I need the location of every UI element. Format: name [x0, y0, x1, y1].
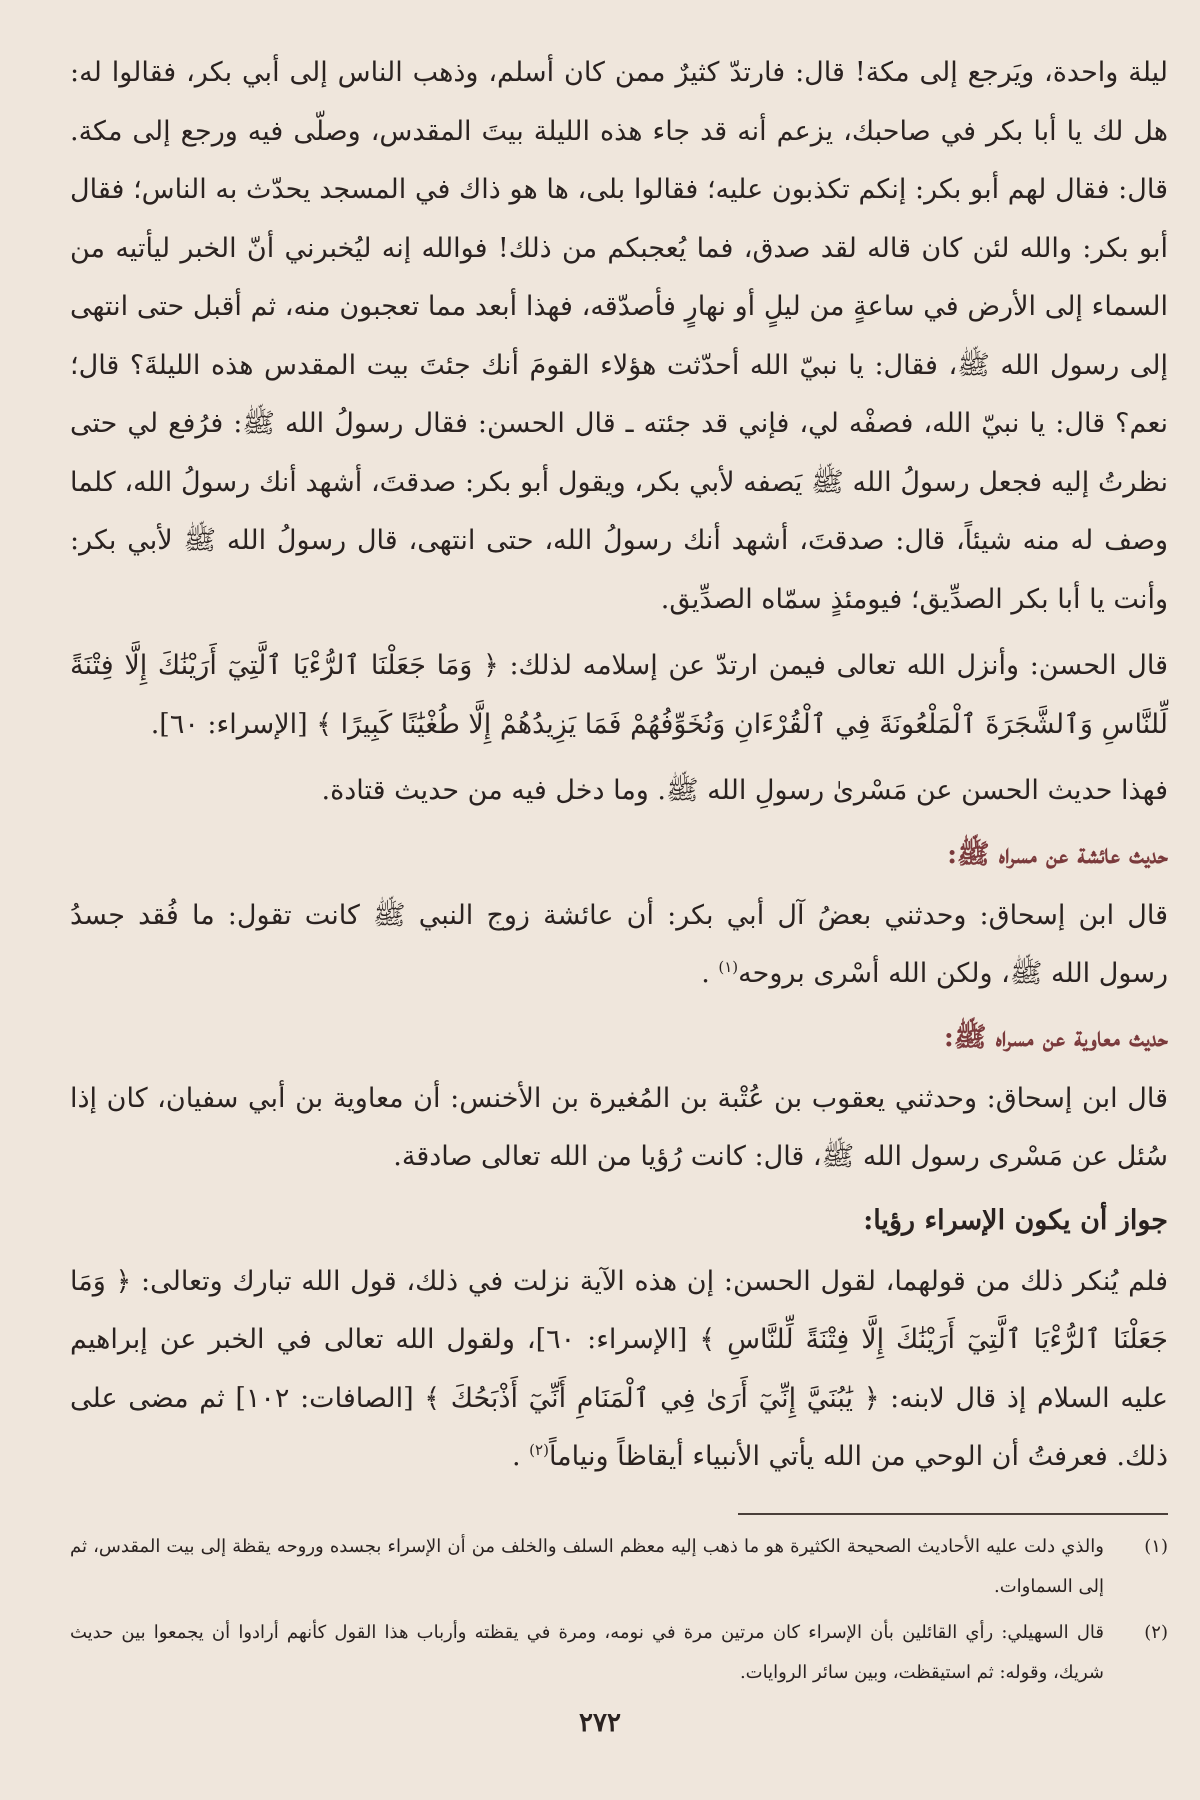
page-number: ٢٧٢	[579, 1708, 621, 1738]
permissibility-text: فلم يُنكر ذلك من قولهما، لقول الحسن: إن هذه الآية نزلت في ذلك، قول الله تبارك وتعالى: ﴿ وَمَا جَعَلْنَا ٱلرُّءْيَا ٱلَّتِيٓ أَرَيْنَٰكَ إِلَّا فِتْنَةً لِّلنَّاسِ ﴾ [الإسراء: ٦٠]، ولقول الله تعالى في الخبر عن إبراهيم عليه السلام إذ قال لابنه: ﴿ يَٰبُنَيَّ إِنِّيٓ أَرَىٰ فِي ٱلْمَنَامِ أَنِّيٓ أَذْبَحُكَ ﴾ [الصافات: ١٠٢] ثم مضى على ذلك. فعرفتُ أن الوحي من الله يأتي الأنبياء أيقاظاً ونياماً	[70, 1265, 1168, 1472]
footnote-number: (١)	[1144, 1535, 1168, 1557]
footnotes	[70, 1527, 1168, 1693]
footnote-1	[70, 1527, 1168, 1607]
section-heading-aisha: حديث عائشة عن مسراه ﷺ:	[947, 838, 1168, 870]
footnote-number: (٢)	[1144, 1621, 1168, 1643]
paragraph-hasan-summary: فهذا حديث الحسن عن مَسْرىٰ رسولِ الله ﷺ. وما دخل فيه من حديث قتادة.	[321, 775, 1168, 806]
paragraph-aisha-hadith	[70, 887, 1168, 1004]
paragraph-muawiya-hadith: قال ابن إسحاق: وحدثني يعقوب بن عُتْبة بن المُغيرة بن الأخنس: أن معاوية بن أبي سفيان، كان إذا سُئل عن مَسْرى رسول الله ﷺ، قال: كانت رُؤيا من الله تعالى صادقة.	[70, 1082, 1168, 1172]
footnote-divider	[738, 1513, 1168, 1515]
aisha-hadith-text: قال ابن إسحاق: وحدثني بعضُ آل أبي بكر: أن عائشة زوج النبي ﷺ كانت تقول: ما فُقد جسدُ رسول الله ﷺ، ولكن الله أسْرى بروحه	[70, 899, 1168, 989]
paragraph-abu-bakr-story: ليلة واحدة، ويَرجع إلى مكة! قال: فارتدّ كثيرٌ ممن كان أسلم، وذهب الناس إلى أبي بكر، فقالوا له: هل لك يا أبا بكر في صاحبك، يزعم أنه قد جاء هذه الليلة بيتَ المقدس، وصلّى فيه ورجع إلى مكة. قال: فقال لهم أبو بكر: إنكم تكذبون عليه؛ فقالوا بلى، ها هو ذاك في المسجد يحدّث به الناس؛ فقال أبو بكر: والله لئن كان قاله لقد صدق، فما يُعجبكم من ذلك! فوالله إنه ليُخبرني أنّ الخبر ليأتيه من السماء إلى الأرض في ساعةٍ من ليلٍ أو نهارٍ فأصدّقه، فهذا أبعد مما تعجبون منه، ثم أقبل حتى انتهى إلى رسول الله ﷺ، فقال: يا نبيّ الله أحدّثت هؤلاء القومَ أنك جئتَ بيت المقدس هذه الليلةَ؟ قال؛ نعم؟ قال: يا نبيّ الله، فصفْه لي، فإني قد جئته ـ قال الحسن: فقال رسولُ الله ﷺ: فرُفع لي حتى نظرتُ إليه فجعل رسولُ الله ﷺ يَصفه لأبي بكر، ويقول أبو بكر: صدقتَ، أشهد أنك رسولُ الله، كلما وصف له منه شيئاً، قال: صدقتَ، أشهد أنك رسولُ الله، حتى انتهى، قال رسولُ الله ﷺ لأبي بكر: وأنت يا أبا بكر الصدِّيق؛ فيومئذٍ سمّاه الصدِّيق.	[70, 57, 1168, 615]
footnote-text: قال السهيلي: رأي القائلين بأن الإسراء كان مرتين مرة في نومه، ومرة في يقظته وأرباب هذا القول كأنهم أرادوا أن يجمعوا بين حديث شريك، وقوله: ثم استيقظت، وبين سائر الروايات.	[70, 1621, 1105, 1683]
footnote-2	[70, 1613, 1168, 1693]
paragraph-permissibility	[70, 1253, 1168, 1487]
section-heading-muawiya: حديث معاوية عن مسراه ﷺ:	[943, 1021, 1168, 1053]
footnote-text: والذي دلت عليه الأحاديث الصحيحة الكثيرة هو ما ذهب إليه معظم السلف والخلف من أن الإسراء بجسده وروحه يقظة إلى بيت المقدس، ثم إلى السماوات.	[70, 1535, 1104, 1597]
footnote-ref-2[interactable]: (٢)	[529, 1441, 549, 1459]
aisha-hadith-end: .	[701, 958, 710, 989]
paragraph-quran-verse: قال الحسن: وأنزل الله تعالى فيمن ارتدّ عن إسلامه لذلك: ﴿ وَمَا جَعَلْنَا ٱلرُّءْيَا ٱلَّتِيٓ أَرَيْنَٰكَ إِلَّا فِتْنَةً لِّلنَّاسِ وَٱلشَّجَرَةَ ٱلْمَلْعُونَةَ فِي ٱلْقُرْءَانِ وَنُخَوِّفُهُمْ فَمَا يَزِيدُهُمْ إِلَّا طُغْيَٰنًا كَبِيرًا ﴾ [الإسراء: ٦٠].	[70, 650, 1169, 740]
section-heading-permissibility: جواز أن يكون الإسراء رؤيا:	[863, 1204, 1168, 1236]
footnote-ref-1[interactable]: (١)	[718, 958, 739, 976]
permissibility-end: .	[511, 1441, 521, 1472]
